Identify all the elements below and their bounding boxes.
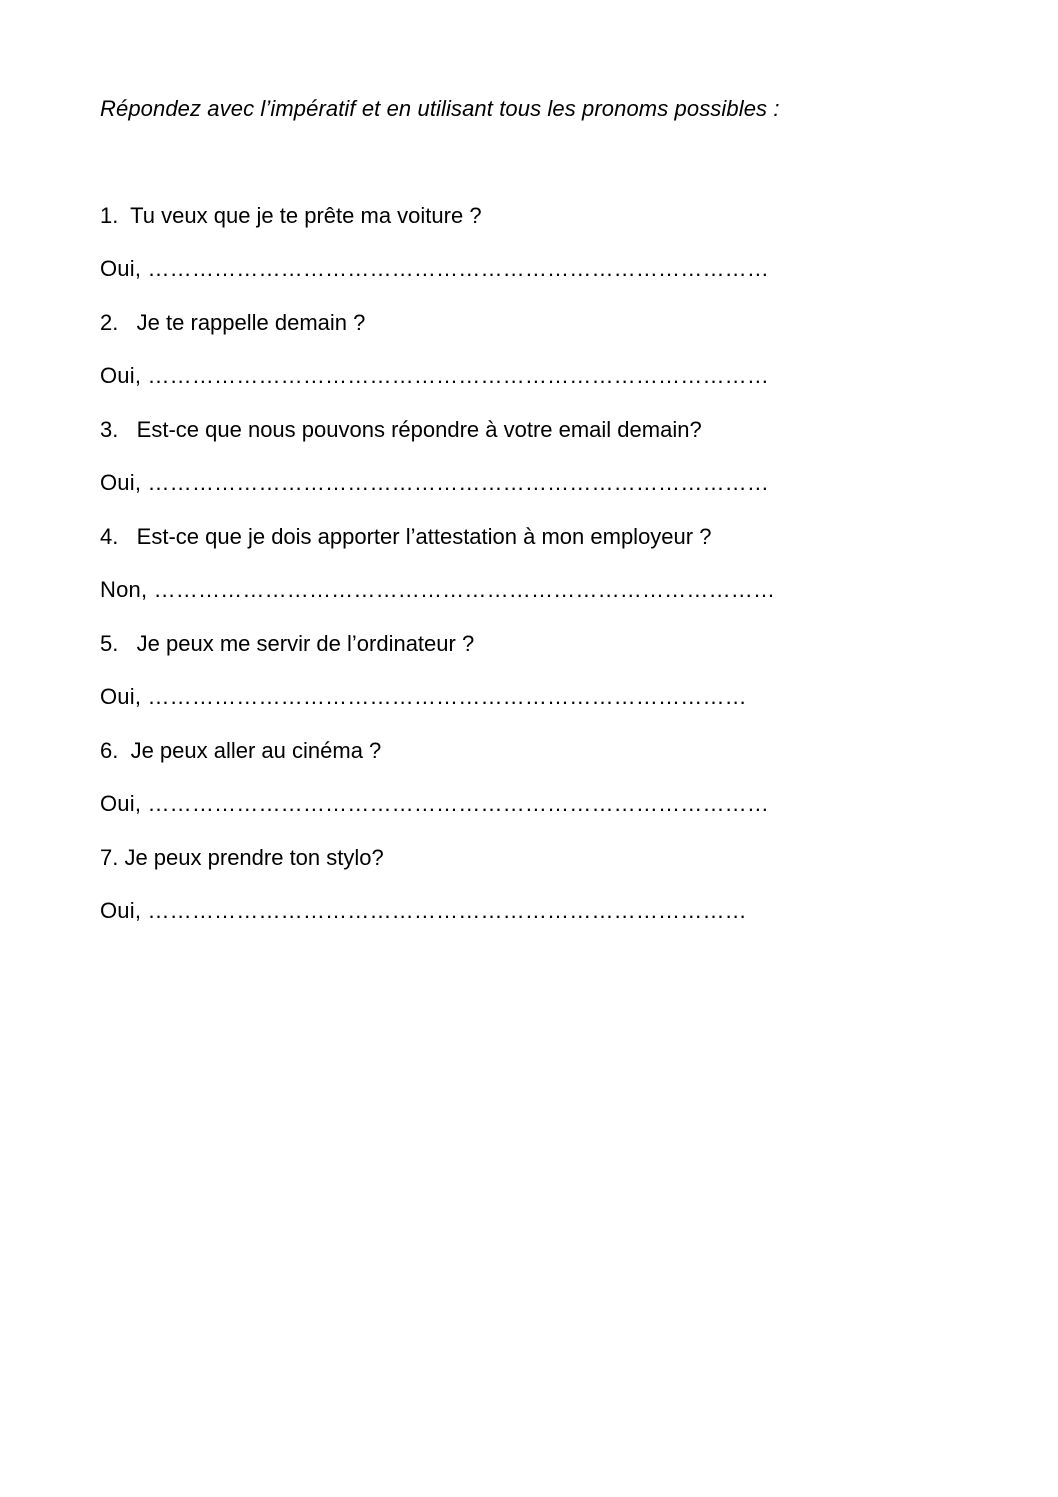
question-text: 7. Je peux prendre ton stylo? (100, 844, 384, 870)
list-item (100, 416, 958, 497)
list-item (100, 737, 958, 818)
question-text: 6. Je peux aller au cinéma ? (100, 737, 382, 763)
question-text: 1. Tu veux que je te prête ma voiture ? (100, 202, 482, 228)
question-text: 2. Je te rappelle demain ? (100, 309, 366, 335)
answer-line: Oui, ………………………………………………………………………… (100, 791, 770, 817)
exercise-instruction: Répondez avec l’impératif et en utilisant tous les pronoms possibles : (100, 96, 780, 121)
list-item (100, 202, 958, 283)
answer-line: Oui, ………………………………………………………………………… (100, 256, 770, 282)
list-item (100, 309, 958, 390)
question-text: 5. Je peux me servir de l’ordinateur ? (100, 630, 475, 656)
answer-line: Oui, ……………………………………………………………………… (100, 898, 747, 924)
answer-line: Oui, ………………………………………………………………………… (100, 363, 770, 389)
answer-line: Oui, ……………………………………………………………………… (100, 684, 747, 710)
list-item (100, 844, 958, 925)
answer-line: Non, ………………………………………………………………………… (100, 577, 776, 603)
exercise-list (100, 202, 958, 925)
answer-line: Oui, ………………………………………………………………………… (100, 470, 770, 496)
list-item (100, 630, 958, 711)
list-item (100, 523, 958, 604)
question-text: 3. Est-ce que nous pouvons répondre à votre email demain? (100, 416, 702, 442)
question-text: 4. Est-ce que je dois apporter l’attestation à mon employeur ? (100, 523, 712, 549)
